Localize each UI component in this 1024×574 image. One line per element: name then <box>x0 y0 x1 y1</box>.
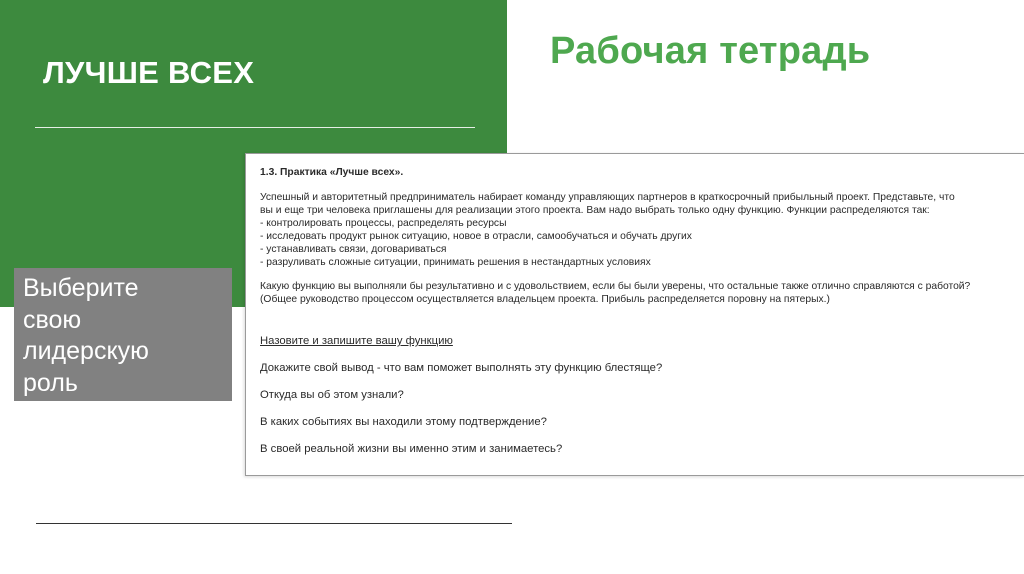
callout-line: свою <box>23 305 82 334</box>
callout-line: Выберите <box>23 274 139 302</box>
paragraph-gap <box>260 269 1010 280</box>
exercise-text <box>260 166 1010 306</box>
prompt-name-function: Назовите и запишите вашу функцию <box>260 335 453 347</box>
function-option: - устанавливать связи, договариваться <box>260 244 447 255</box>
prompt-list <box>260 333 1010 468</box>
exercise-heading: 1.3. Практика «Лучше всех». <box>260 167 404 178</box>
workbook-headline: Рабочая тетрадь <box>550 30 871 72</box>
function-option: - разруливать сложные ситуации, принимать решения в нестандартных условиях <box>260 257 651 268</box>
prompt-events: В каких событиях вы находили этому подтверждение? <box>260 416 547 428</box>
title-divider <box>35 127 475 128</box>
prompt-real-life: В своей реальной жизни вы именно этим и занимаетесь? <box>260 443 563 455</box>
callout-box <box>14 268 232 401</box>
intro-line: вы и еще три человека приглашены для реализации этого проекта. Вам надо выбрать только одну функцию. Функции распределяются так: <box>260 205 930 216</box>
prompt-prove-conclusion: Докажите свой вывод - что вам поможет выполнять эту функцию блестяще? <box>260 362 663 374</box>
prompt-source: Откуда вы об этом узнали? <box>260 389 404 401</box>
section-title: ЛУЧШЕ ВСЕХ <box>43 55 255 90</box>
callout-line: роль <box>23 368 78 397</box>
function-option: - исследовать продукт рынок ситуацию, новое в отрасли, самообучаться и обучать других <box>260 231 692 242</box>
intro-line: Успешный и авторитетный предприниматель набирает команду управляющих партнеров в краткосрочный прибыльный проект. Представьте, что <box>260 192 955 203</box>
bottom-divider <box>36 523 512 524</box>
workbook-page-excerpt <box>245 153 1024 476</box>
function-option: - контролировать процессы, распределять ресурсы <box>260 218 507 229</box>
question-note: (Общее руководство процессом осуществляется владельцем проекта. Прибыль распределяется поровну на пятерых.) <box>260 294 830 305</box>
question-line: Какую функцию вы выполняли бы результативно и с удовольствием, если бы были уверены, что остальные также отлично справляются с работой? <box>260 281 971 292</box>
callout-line: лидерскую <box>23 337 149 365</box>
